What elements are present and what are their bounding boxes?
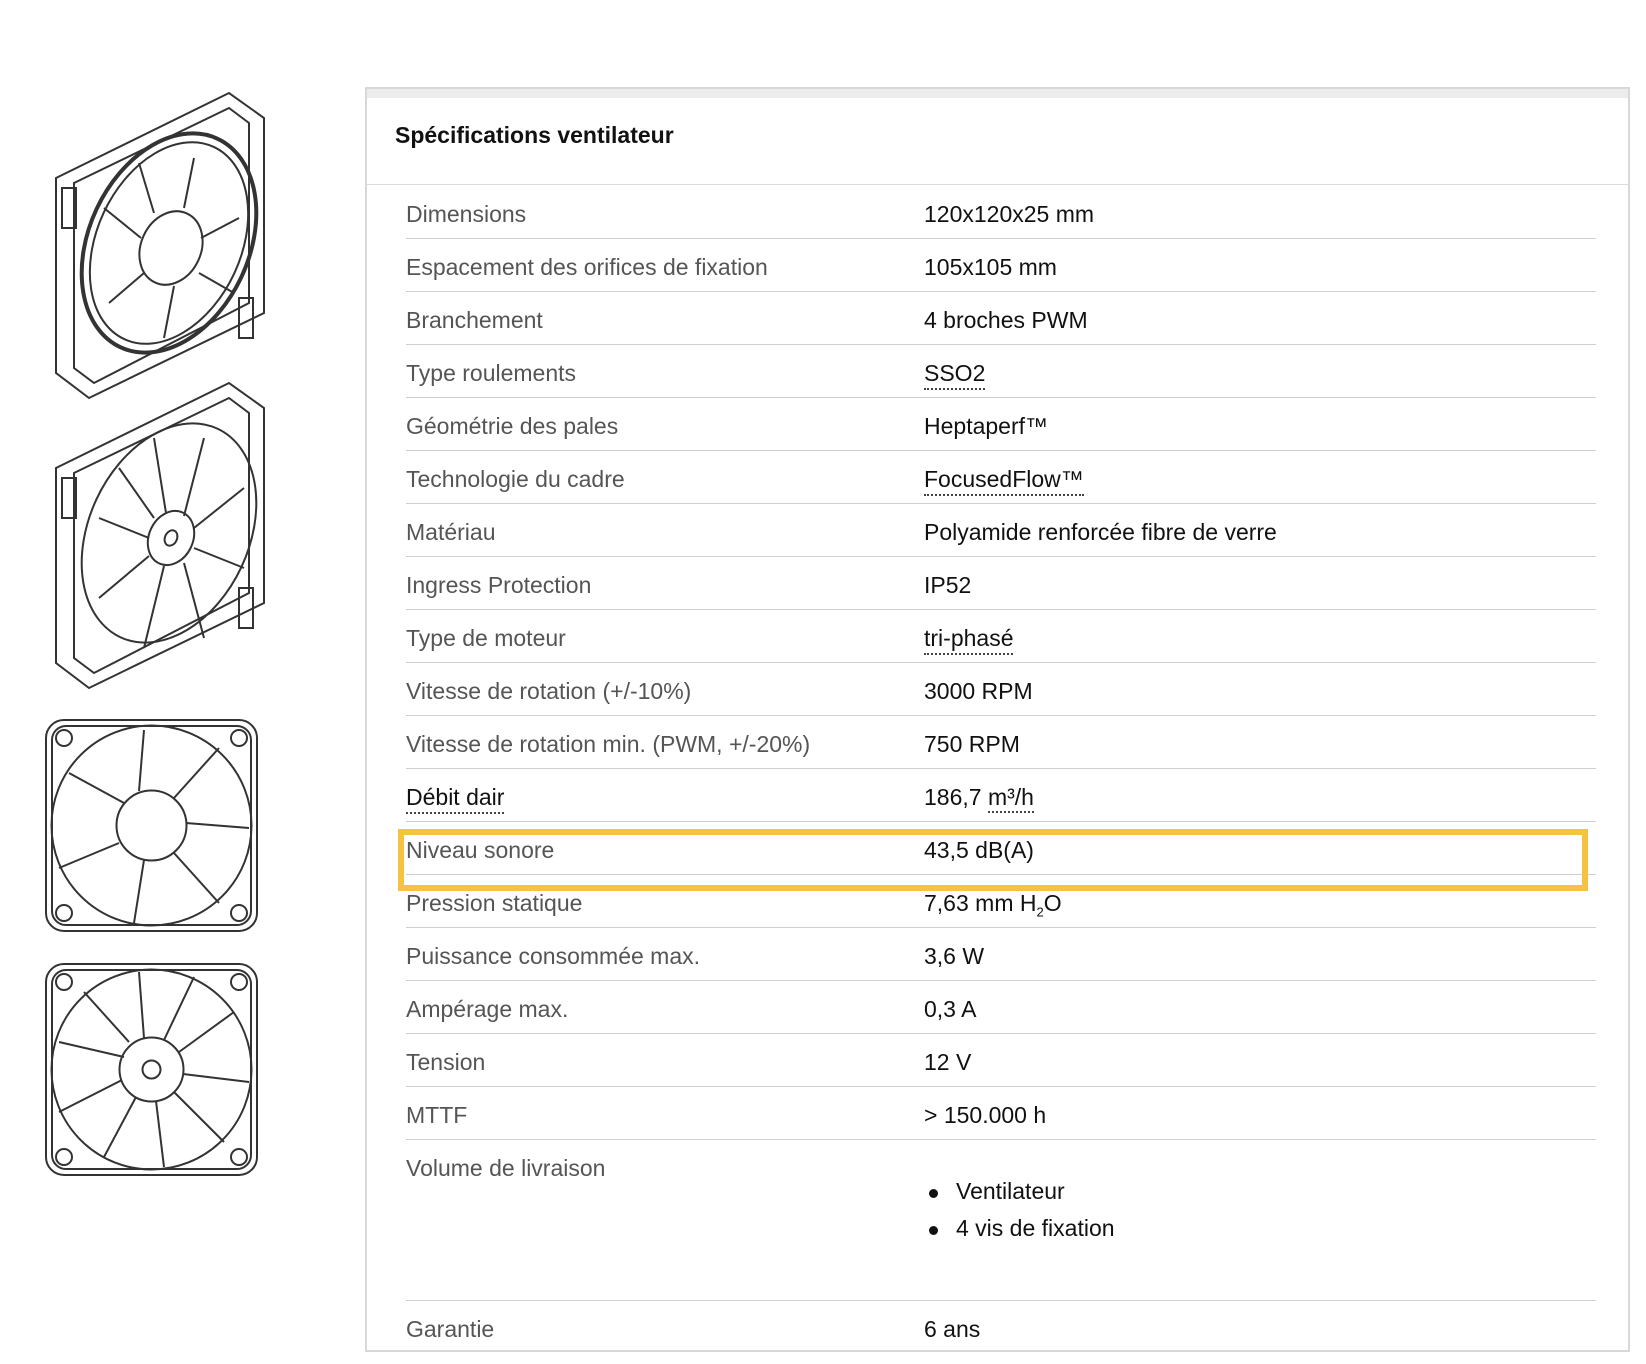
airflow-value: 186,7 xyxy=(924,784,982,810)
spec-value: 4 broches PWM xyxy=(924,307,1088,333)
spec-label: Tension xyxy=(406,1049,486,1075)
spec-row-bearing-type xyxy=(406,345,1596,398)
spec-value: Polyamide renforcée fibre de verre xyxy=(924,519,1277,545)
spec-label: Puissance consommée max. xyxy=(406,943,701,969)
spec-row-voltage xyxy=(406,1034,1596,1087)
spec-label: Volume de livraison xyxy=(406,1155,606,1181)
panel-top-bar xyxy=(367,89,1628,98)
delivery-items-list xyxy=(924,1178,1115,1252)
fan-isometric-front-image[interactable] xyxy=(44,88,274,403)
spec-row-connector xyxy=(406,292,1596,345)
spec-label: Branchement xyxy=(406,307,543,333)
spec-value: Heptaperf™ xyxy=(924,413,1049,439)
spec-value xyxy=(924,784,1034,811)
spec-row-ingress-protection xyxy=(406,557,1596,610)
fan-front-view-image[interactable] xyxy=(44,718,274,933)
list-item: 4 vis de fixation xyxy=(924,1215,1115,1252)
spec-value: > 150.000 h xyxy=(924,1102,1047,1128)
spec-value xyxy=(924,890,1062,920)
pressure-value: 7,63 mm H xyxy=(924,890,1037,916)
fan-back-view-image[interactable] xyxy=(44,962,274,1177)
spec-label: Vitesse de rotation (+/-10%) xyxy=(406,678,692,704)
fan-specifications-panel xyxy=(365,87,1630,1352)
spec-row-mttf xyxy=(406,1087,1596,1140)
spec-row-hole-spacing xyxy=(406,239,1596,292)
frame-technology-link[interactable]: FocusedFlow™ xyxy=(924,466,1084,496)
panel-title: Spécifications ventilateur xyxy=(395,122,674,148)
spec-row-dimensions xyxy=(406,186,1596,239)
list-item: Ventilateur xyxy=(924,1178,1115,1215)
pressure-suffix: O xyxy=(1043,890,1062,916)
airflow-unit-link[interactable]: m³/h xyxy=(988,784,1034,813)
spec-row-warranty xyxy=(406,1301,1596,1354)
spec-label: Garantie xyxy=(406,1316,495,1342)
spec-row-frame-technology xyxy=(406,451,1596,504)
spec-value: IP52 xyxy=(924,572,972,598)
spec-value: 105x105 mm xyxy=(924,254,1057,280)
spec-label: Pression statique xyxy=(406,890,583,916)
spec-row-scope-of-delivery xyxy=(406,1140,1596,1301)
spec-label: MTTF xyxy=(406,1102,468,1128)
panel-header xyxy=(367,98,1628,185)
spec-label: Technologie du cadre xyxy=(406,466,625,492)
spec-row-max-current xyxy=(406,981,1596,1034)
spec-row-airflow xyxy=(406,769,1596,822)
spec-label: Dimensions xyxy=(406,201,527,227)
bearing-type-link[interactable]: SSO2 xyxy=(924,360,985,390)
airflow-label-link[interactable]: Débit dair xyxy=(406,784,504,814)
spec-row-noise-level xyxy=(406,822,1596,875)
spec-table xyxy=(406,186,1596,1354)
spec-value: 750 RPM xyxy=(924,731,1020,757)
spec-label: Matériau xyxy=(406,519,496,545)
spec-label: Espacement des orifices de fixation xyxy=(406,254,768,280)
spec-row-motor-type xyxy=(406,610,1596,663)
motor-type-link[interactable]: tri-phasé xyxy=(924,625,1013,655)
spec-value: 12 V xyxy=(924,1049,972,1075)
spec-label: Géométrie des pales xyxy=(406,413,619,439)
pressure-subscript: 2 xyxy=(1036,904,1044,920)
fan-isometric-back-image[interactable] xyxy=(44,378,274,693)
spec-label: Ampérage max. xyxy=(406,996,569,1022)
spec-row-blade-geometry xyxy=(406,398,1596,451)
spec-row-rotation-speed xyxy=(406,663,1596,716)
spec-row-min-rotation-speed xyxy=(406,716,1596,769)
spec-row-max-power xyxy=(406,928,1596,981)
spec-value: 120x120x25 mm xyxy=(924,201,1095,227)
spec-label: Niveau sonore xyxy=(406,837,555,863)
spec-label: Vitesse de rotation min. (PWM, +/-20%) xyxy=(406,731,811,757)
spec-value: 3,6 W xyxy=(924,943,985,969)
spec-value: 6 ans xyxy=(924,1316,981,1342)
spec-value: 3000 RPM xyxy=(924,678,1033,704)
spec-value: 43,5 dB(A) xyxy=(924,837,1034,863)
spec-label: Type de moteur xyxy=(406,625,566,651)
spec-row-static-pressure xyxy=(406,875,1596,928)
spec-label: Type roulements xyxy=(406,360,577,386)
spec-label: Ingress Protection xyxy=(406,572,592,598)
spec-row-material xyxy=(406,504,1596,557)
spec-value: 0,3 A xyxy=(924,996,977,1022)
